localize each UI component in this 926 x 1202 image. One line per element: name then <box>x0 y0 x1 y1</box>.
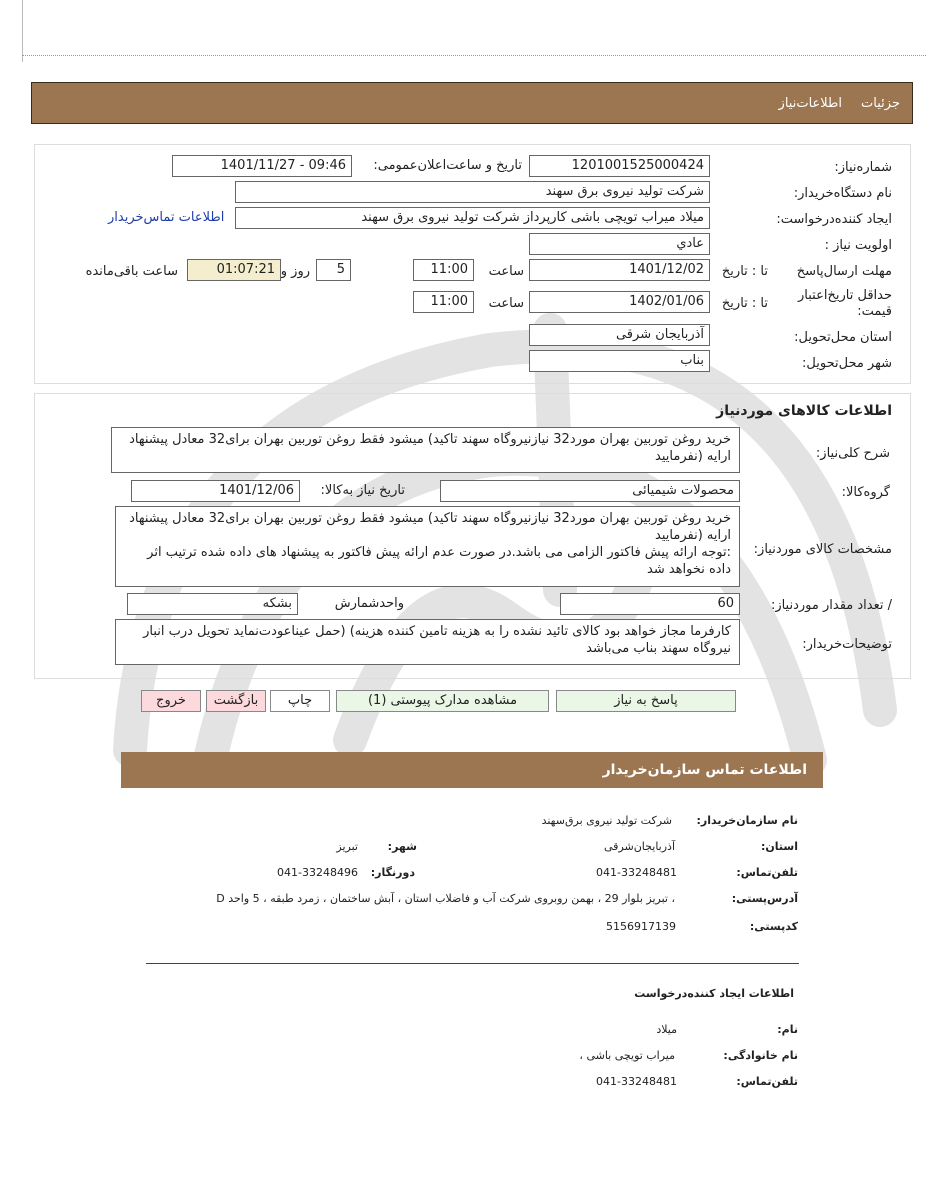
summary-label: شرح کلی‌نیاز: <box>815 446 890 461</box>
exit-button[interactable]: خروج <box>141 690 201 712</box>
creator-family-label: نام خانوادگی: <box>723 1049 798 1062</box>
province-field: آذربایجان شرقی <box>529 324 710 346</box>
validity-time-label: ساعت <box>488 296 524 311</box>
creator-contact-title: اطلاعات ایجاد کننده‌درخواست <box>634 987 794 1000</box>
creator-phone-value: 041-33248481 <box>596 1075 677 1088</box>
need-date-label: تاریخ نیاز به‌کالا: <box>320 483 405 498</box>
deadline-label: مهلت ارسال‌پاسخ <box>796 264 892 279</box>
back-button[interactable]: بازگشت <box>206 690 266 712</box>
tab-details[interactable]: جزئیات <box>861 96 900 111</box>
remaining-label: ساعت باقی‌مانده <box>85 264 178 279</box>
validity-time-field: 11:00 <box>413 291 474 313</box>
announce-label: تاریخ و ساعت‌اعلان‌عمومی: <box>373 158 522 173</box>
dotted-divider <box>22 55 926 56</box>
reply-button[interactable]: پاسخ به نیاز <box>556 690 736 712</box>
tab-need-info[interactable]: اطلاعات‌نیاز <box>778 96 842 111</box>
goods-title: اطلاعات کالاهای موردنیاز <box>716 403 892 419</box>
validity-date-field: 1402/01/06 <box>529 291 710 313</box>
creator-phone-label: تلفن‌تماس: <box>736 1075 798 1088</box>
need-number-label: شماره‌نیاز: <box>834 160 892 175</box>
creator-name-label: نام: <box>777 1023 798 1036</box>
view-documents-button[interactable]: مشاهده مدارک پیوستی (1) <box>336 690 549 712</box>
city-field: بناب <box>529 350 710 372</box>
deadline-date-field: 1401/12/02 <box>529 259 710 281</box>
org-province-label: استان: <box>761 840 798 853</box>
summary-field: خرید روغن توربین بهران مورد32 نیازنیروگاه سهند تاکید) میشود فقط روغن توربین بهران برای32 معادل پیشنهاد ارایه (نفرمایید <box>111 427 740 473</box>
validity-to-date-label: تا : تاریخ <box>721 296 768 311</box>
city-label: شهر محل‌تحویل: <box>802 356 892 371</box>
creator-family-value: میراب تویچی باشی ، <box>579 1049 675 1062</box>
specs-field <box>115 506 740 587</box>
org-city-value: تبریز <box>336 840 358 853</box>
quantity-field: 60 <box>560 593 740 615</box>
org-name-value: شرکت تولید نیروی برق‌سهند <box>541 814 672 827</box>
notes-field: کارفرما مجاز خواهد بود کالای تائید نشده را به هزینه تامین کننده هزینه) (حمل عیناعودت‌نماید تحویل درب انبار نیروگاه سهند بناب می‌باشد <box>115 619 740 665</box>
buyer-label: نام دستگاه‌خریدار: <box>793 186 892 201</box>
org-postal-value: 5156917139 <box>606 920 676 933</box>
deadline-to-date-label: تا : تاریخ <box>721 264 768 279</box>
org-contact-title: اطلاعات تماس سازمان‌خریدار <box>602 762 807 778</box>
org-address-label: آدرس‌پستی: <box>731 892 798 905</box>
buyer-contact-link[interactable]: اطلاعات تماس‌خریدار <box>108 210 225 225</box>
creator-name-value: میلاد <box>656 1023 677 1036</box>
org-address-value: ، تبریز بلوار 29 ، بهمن روبروی شرکت آب و فاضلاب استان ، آبش ساختمان ، زمرد طبقه ، 5 واحد D <box>216 892 675 905</box>
org-province-value: آذربایجان‌شرقی <box>604 840 675 853</box>
remaining-time-field: 01:07:21 <box>187 259 281 281</box>
announce-field: 1401/11/27 - 09:46 <box>172 155 352 177</box>
buyer-field: شرکت تولید نیروی برق سهند <box>235 181 710 203</box>
need-date-field: 1401/12/06 <box>131 480 300 502</box>
group-field: محصولات شیمیائی <box>440 480 740 502</box>
org-postal-label: کد‌پستی: <box>749 920 798 933</box>
deadline-time-field: 11:00 <box>413 259 474 281</box>
print-button[interactable]: چاپ <box>270 690 330 712</box>
notes-label: توضیحات‌خریدار: <box>802 637 892 652</box>
org-city-label: شهر: <box>387 840 417 853</box>
group-label: گروه‌کالا: <box>841 485 890 500</box>
deadline-time-label: ساعت <box>488 264 524 279</box>
province-label: استان محل‌تحویل: <box>794 330 892 345</box>
specs-line-1: خرید روغن توربین بهران مورد32 نیازنیروگاه سهند تاکید) میشود فقط روغن توربین بهران برای32 معادل پیشنهاد ارایه (نفرمایید <box>129 511 731 543</box>
days-field: 5 <box>316 259 351 281</box>
need-number-field: 1201001525000424 <box>529 155 710 177</box>
days-label: روز و <box>280 264 310 279</box>
header-bar <box>31 82 913 124</box>
section-divider <box>146 963 799 964</box>
org-fax-value: 041-33248496 <box>277 866 358 879</box>
priority-field: عادي <box>529 233 710 255</box>
page-left-rule <box>22 0 23 62</box>
specs-line-2: :توجه ارائه پیش فاکتور الزامی می باشد.در صورت عدم ارائه پیش فاکتور به پیشنهاد های داده شده ترتیب اثر داده نخواهد شد <box>147 545 731 577</box>
org-contact-header <box>121 752 823 788</box>
specs-label: مشخصات کالای مورد‌نیاز: <box>753 542 892 557</box>
creator-label: ایجاد کننده‌درخواست: <box>776 212 892 227</box>
validity-label: حداقل تاریخ‌اعتبار قیمت: <box>798 288 892 319</box>
creator-field: میلاد میراب تویچی باشی کارپرداز شرکت تولید نیروی برق سهند <box>235 207 710 229</box>
org-name-label: نام سازمان‌خریدار: <box>696 814 798 827</box>
org-phone-label: تلفن‌تماس: <box>736 866 798 879</box>
org-fax-label: دورنگار: <box>370 866 415 879</box>
unit-field: بشکه <box>127 593 298 615</box>
unit-label: واحد‌شمارش <box>334 596 404 611</box>
priority-label: اولویت نیاز : <box>824 238 892 253</box>
org-phone-value: 041-33248481 <box>596 866 677 879</box>
quantity-label: / تعداد مقدار مورد‌نیاز: <box>770 598 892 613</box>
